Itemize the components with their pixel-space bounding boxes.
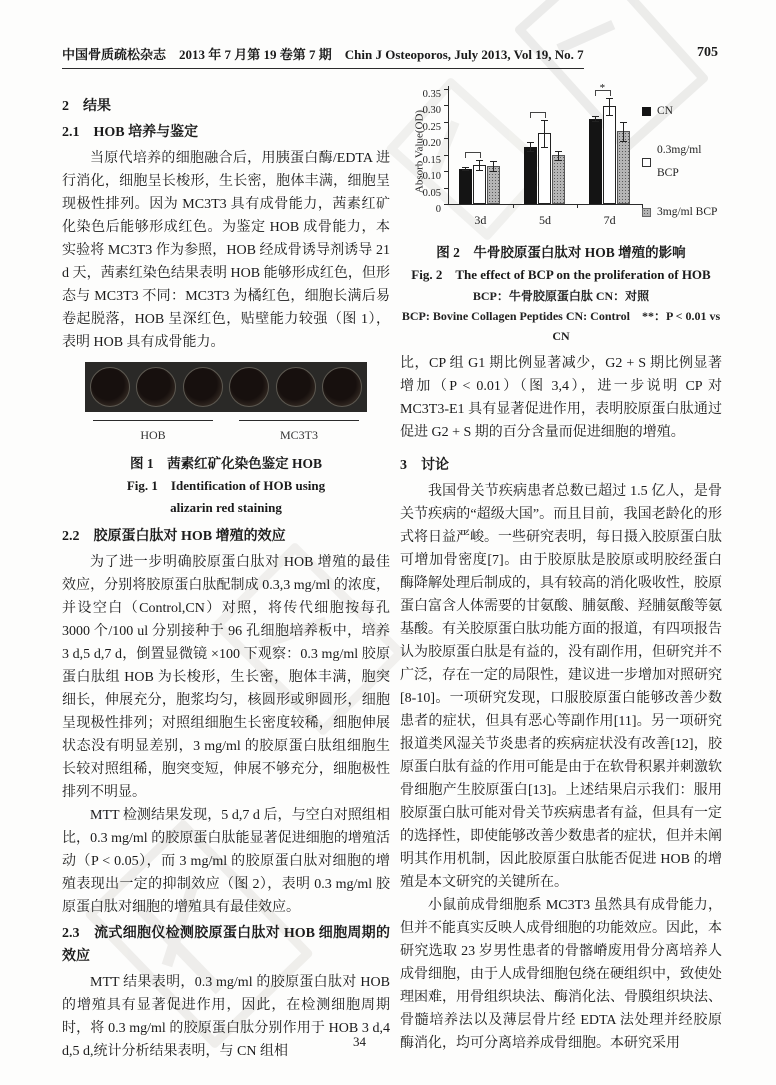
section-2-heading: 2 结果	[62, 99, 111, 114]
x-tick	[642, 204, 643, 208]
figure2-caption-cn: 图 2 牛骨胶原蛋白肽对 HOB 增殖的影响	[436, 245, 686, 260]
bar-cn	[589, 119, 602, 204]
y-tick	[444, 204, 448, 205]
culture-well	[183, 367, 223, 407]
chart-legend	[642, 100, 722, 240]
left-column	[62, 92, 390, 1063]
paragraph: 当原代培养的细胞融合后，用胰蛋白酶/EDTA 进行消化，细胞呈长梭形，生长密，胞体丰满，细胞呈现极性排列。因为 MC3T3 具有成骨能力，茜素红矿化染色后能够形成红色。为鉴定 HOB 成骨能力，本实验将 MC3T3 作为参照，HOB 经成骨诱导剂诱导 21 d 天，茜素红染色结果表明 HOB 能够形成红色，但形态与 MC3T3 不同：MC3T3 为橘红色，细胞长满后易卷起脱落，HOB 呈深红色，贴壁能力较强（图 1），表明 HOB 具有成骨能力。	[62, 151, 390, 350]
y-tick-label: 0	[435, 204, 441, 215]
right-column	[400, 84, 722, 1055]
x-tick	[577, 204, 578, 208]
y-tick	[444, 155, 448, 156]
culture-well	[229, 367, 269, 407]
error-bar-cap	[606, 115, 613, 116]
paragraph: 我国骨关节疾病患者总数已超过 1.5 亿人，是骨关节疾病的“超级大国”。而且目前，我国老龄化的形式将日益严峻。一些研究表明，每日摄入胶原蛋白肽可增加骨密度[7]。由于胶原肽是胶原或明胶经蛋白酶降解处理后制成的，具有较高的消化吸收性，胶原蛋白富含人体需要的甘氨酸、脯氨酸、羟脯氨酸等氨基酸。有关胶原蛋白肽功能方面的报道，有四项报告认为胶原蛋白肽是有益的，没有副作用，但研究并不广泛，存在一定的局限性，建议进一步增加对照研究[8-10]。一项研究发现，口服胶原蛋白能够改善少数患者的症状，但具有恶心等副作用[11]。另一项研究报道类风湿关节炎患者的疾病症状没有改善[12]，胶原蛋白肽有益的作用可能是由于在软骨积累并刺激软骨细胞产生胶原蛋白[13]。上述结果启示我们：服用胶原蛋白肽可能对骨关节疾病患者有益，但具有一定的选择性，即使能够改善少数患者的症状，但并未阐明其作用机制，因此胶原蛋白肽能否促进 HOB 的增殖是本文研究的关键所在。	[400, 484, 722, 890]
error-bar-cap	[620, 141, 627, 142]
figure1-label-mc3t3: MC3T3	[239, 420, 359, 447]
y-tick-label: 0.25	[422, 121, 441, 133]
error-bar-cap	[592, 116, 599, 117]
y-tick-label: 0.20	[422, 138, 441, 150]
footer-page-number: 34	[353, 1034, 366, 1049]
y-tick-label: 0.35	[422, 89, 441, 100]
figure1-group-labels	[62, 420, 390, 447]
legend-item	[642, 201, 722, 224]
paragraph: 小鼠前成骨细胞系 MC3T3 虽然具有成骨能力，但并不能真实反映人成骨细胞的功能效应。因此，本研究选取 23 岁男性患者的骨髂嵴废用骨分离培养人成骨细胞，由于人成骨细胞包绕在硬组织中，致使处理困难，用骨组织块法、酶消化法、骨膜组织块法、骨髓培养法以及薄层骨片经 EDTA 法处理并经胶原酶消化，均可分离培养成骨细胞。本研究采用	[400, 898, 722, 1051]
x-axis-line	[448, 204, 642, 205]
legend-item	[642, 100, 722, 123]
significance-star: *	[599, 82, 606, 95]
paragraph: 为了进一步明确胶原蛋白肽对 HOB 增殖的最佳效应，分别将胶原蛋白肽配制成 0.3,3 mg/ml 的浓度，并设空白（Control,CN）对照，将传代细胞按每孔 3000 个/100 ul 分别接种于 96 孔细胞培养板中，培养 3 d,5 d,7 d，倒置显微镜 ×100 下观察：0.3 mg/ml 胶原蛋白肽组 HOB 为长梭形，生长密，胞体丰满，胞突细长，伸展充分，胞浆均匀，核圆形或卵圆形，细胞呈现极性排列；对照组细胞生长密度较稀，细胞伸展状态没有明显差别，3 mg/ml 的胶原蛋白肽组细胞生长较对照组稀，胞突变短，伸展不够充分，细胞极性排列不明显。	[62, 555, 390, 800]
error-bar-cap	[606, 98, 613, 99]
paragraph: 比，CP 组 G1 期比例显著减少，G2 + S 期比例显著增加（P < 0.01）（图 3,4），进一步说明 CP 对 MC3T3-E1 具有显著促进作用，表明胶原蛋白肽通过促进 G2 + S 期的百分含量而促进细胞的增殖。	[400, 356, 722, 440]
y-tick-label: 0.15	[422, 154, 441, 166]
figure2-note-en: BCP: Bovine Collagen Peptides CN: Control **：P < 0.01 vs CN	[401, 309, 721, 343]
culture-well	[322, 367, 362, 407]
bar-cn	[459, 169, 472, 204]
significance-bracket	[465, 152, 481, 158]
error-bar-cap	[476, 170, 483, 171]
culture-well	[276, 367, 316, 407]
figure1-label-hob: HOB	[93, 420, 213, 447]
bar-cn	[524, 147, 537, 205]
bar-3mg-ml-bcp	[552, 155, 565, 204]
section-2-2-heading: 2.2 胶原蛋白肽对 HOB 增殖的效应	[62, 529, 286, 544]
error-bar-cap	[462, 170, 469, 171]
x-tick	[513, 204, 514, 208]
figure2-bar-chart	[400, 84, 722, 234]
error-bar-cap	[620, 122, 627, 123]
error-bar-cap	[555, 151, 562, 152]
error-bar-cap	[527, 142, 534, 143]
error-bar	[493, 161, 494, 171]
x-category-label: 3d	[474, 213, 487, 227]
y-tick	[444, 105, 448, 106]
figure2-note-cn: BCP：牛骨胶原蛋白肽 CN：对照	[472, 289, 650, 303]
paragraph: MTT 检测结果发现，5 d,7 d 后，与空白对照组相比，0.3 mg/ml 的胶原蛋白肽能显著促进细胞的增殖活动（P < 0.05），而 3 mg/ml 的胶原蛋白肽对细胞的增殖表现出一定的抑制效应（图 2），表明 0.3 mg/ml 胶原蛋白肽对细胞的增殖具有最佳效应。	[62, 808, 390, 915]
error-bar	[623, 122, 624, 140]
section-3-heading: 3 讨论	[400, 458, 449, 473]
bar-3mg-ml-bcp	[617, 131, 630, 204]
figure1-caption-en: Fig. 1 Identification of HOB using	[126, 478, 326, 493]
error-bar-cap	[592, 121, 599, 122]
y-tick-label: 0.30	[422, 105, 441, 117]
journal-title-line: 中国骨质疏松杂志 2013 年 7 月第 19 卷第 7 期 Chin J Osteoporos, July 2013, Vol 19, No. 7	[62, 44, 584, 69]
bar-0-3mg-ml-bcp	[603, 106, 616, 204]
error-bar	[558, 151, 559, 160]
x-category-label: 5d	[539, 213, 551, 227]
page-number: 705	[697, 45, 718, 60]
significance-bracket	[530, 112, 546, 118]
y-tick-label: 0.05	[422, 187, 441, 199]
legend-item	[642, 139, 722, 185]
error-bar-cap	[476, 160, 483, 161]
error-bar-cap	[527, 151, 534, 152]
error-bar	[544, 120, 545, 148]
figure1-caption-en2: alizarin red staining	[170, 500, 282, 515]
page-header	[62, 44, 718, 69]
figure2-caption-en: Fig. 2 The effect of BCP on the proliferation of HOB	[411, 267, 711, 282]
error-bar	[530, 142, 531, 152]
y-tick	[444, 122, 448, 123]
legend-swatch-icon	[642, 158, 651, 167]
error-bar-cap	[490, 171, 497, 172]
error-bar	[609, 98, 610, 114]
legend-swatch-icon	[642, 107, 651, 116]
figure1	[62, 362, 390, 519]
legend-label: 3mg/ml BCP	[657, 206, 718, 218]
section-2-3-heading: 2.3 流式细胞仪检测胶原蛋白肽对 HOB 细胞周期的效应	[62, 926, 390, 964]
error-bar-cap	[490, 161, 497, 162]
figure1-well-plate-image	[85, 362, 367, 412]
y-tick	[444, 89, 448, 90]
paragraph: MTT 结果表明，0.3 mg/ml 的胶原蛋白肽对 HOB 的增殖具有显著促进作用，因此，在检测细胞周期时，将 0.3 mg/ml 的胶原蛋白肽分别作用于 HOB 3 d,4 d,5 d,统计分析结果表明，与 CN 组相	[62, 975, 390, 1059]
legend-swatch-icon	[642, 208, 651, 217]
error-bar-cap	[462, 167, 469, 168]
x-category-label: 7d	[603, 213, 616, 227]
error-bar-cap	[541, 147, 548, 148]
y-tick	[444, 138, 448, 139]
culture-well	[136, 367, 176, 407]
y-tick	[444, 188, 448, 189]
y-axis-line	[448, 86, 449, 204]
figure1-caption-cn: 图 1 茜素红矿化染色鉴定 HOB	[129, 456, 322, 471]
legend-label: 0.3mg/ml BCP	[657, 144, 702, 179]
error-bar-cap	[541, 120, 548, 121]
error-bar-cap	[555, 160, 562, 161]
y-tick	[444, 171, 448, 172]
y-tick-label: 0.10	[422, 171, 441, 183]
culture-well	[90, 367, 130, 407]
section-2-1-heading: 2.1 HOB 培养与鉴定	[62, 125, 199, 140]
y-axis-label: Absorb Value(OD)	[413, 109, 426, 194]
legend-label: CN	[657, 105, 673, 117]
error-bar	[479, 160, 480, 170]
